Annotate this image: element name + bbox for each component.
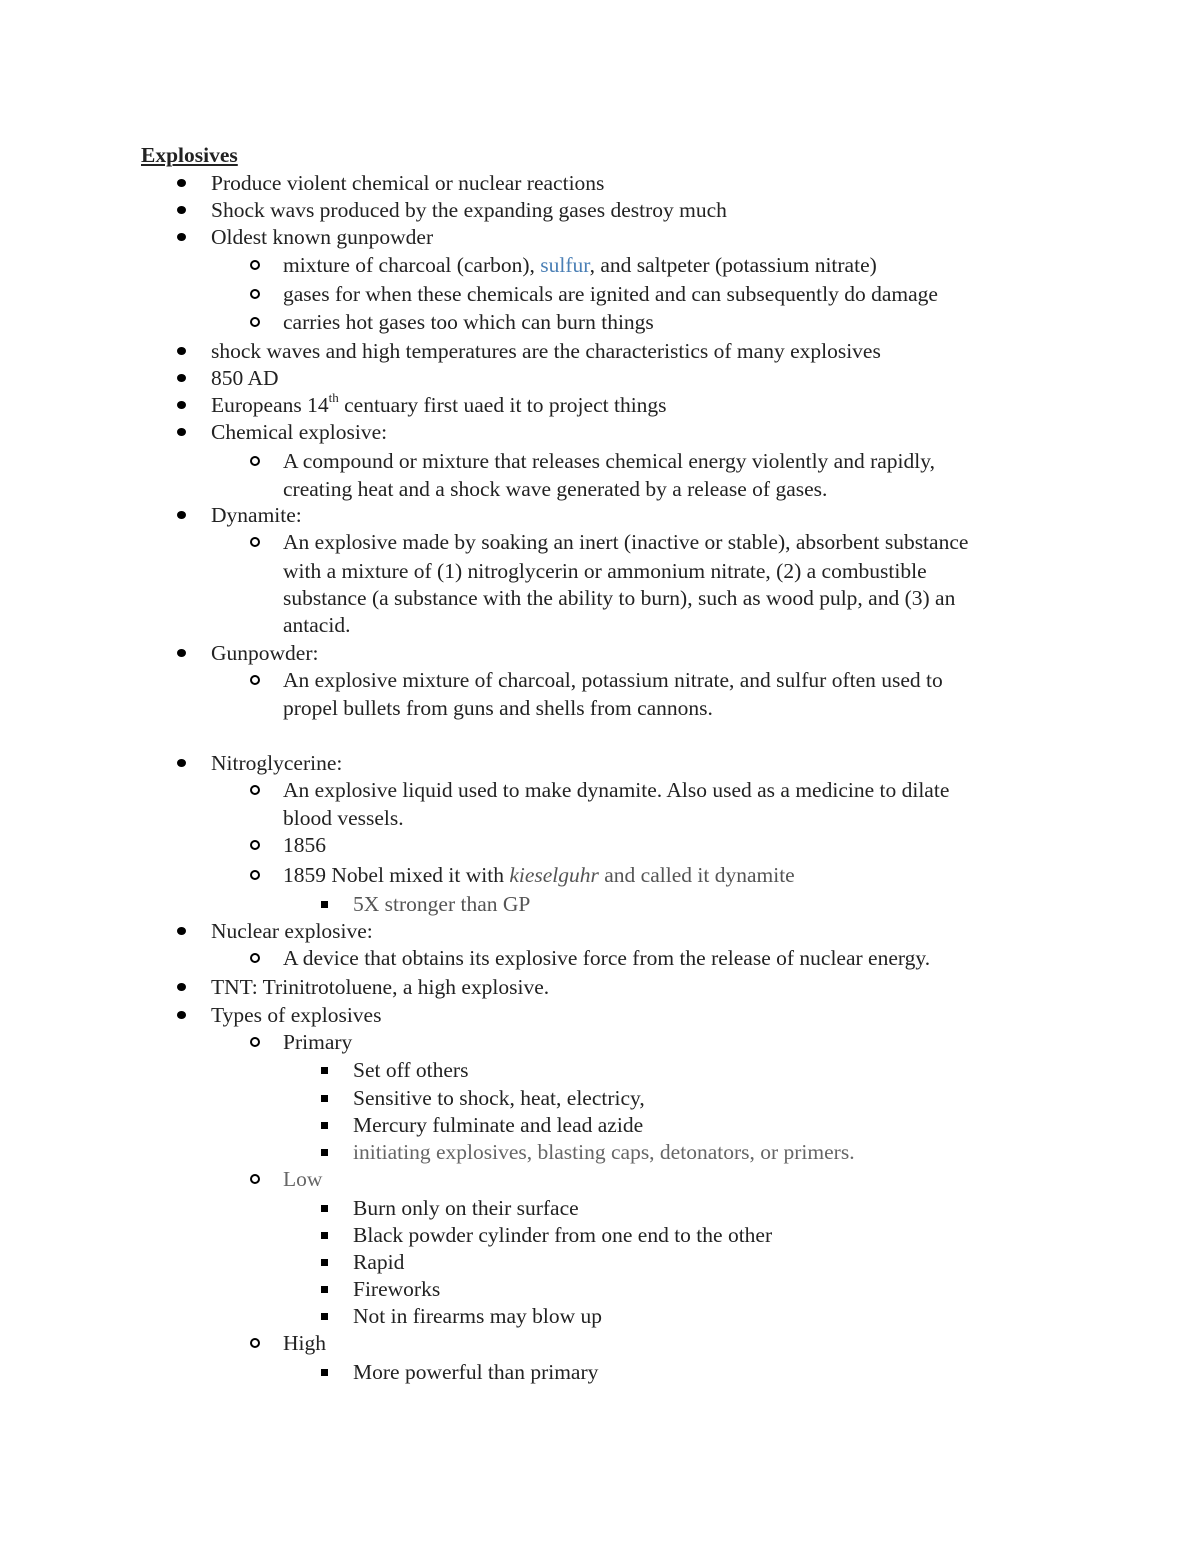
- list-item: An explosive liquid used to make dynamite. Also used as a medicine to dilate: [283, 778, 950, 802]
- circle-bullet-icon: [246, 528, 264, 556]
- list-item: Nuclear explosive:: [211, 919, 373, 943]
- square-bullet-icon: [315, 1138, 333, 1166]
- square-bullet-icon: [315, 1084, 333, 1112]
- list-item: High: [283, 1331, 326, 1355]
- list-item: Mercury fulminate and lead azide: [353, 1113, 644, 1137]
- circle-bullet-icon: [246, 308, 264, 336]
- disc-bullet-icon: [172, 169, 190, 197]
- list-item: An explosive made by soaking an inert (inactive or stable), absorbent substance: [283, 530, 969, 554]
- list-item: Set off others: [353, 1058, 469, 1082]
- list-item: Types of explosives: [211, 1003, 382, 1027]
- list-item: Sensitive to shock, heat, electricy,: [353, 1086, 645, 1110]
- square-bullet-icon: [315, 890, 333, 918]
- text-run: Europeans 14: [211, 393, 329, 417]
- circle-bullet-icon: [246, 280, 264, 308]
- text-run: and called it dynamite: [598, 863, 795, 887]
- circle-bullet-icon: [246, 861, 264, 889]
- list-item: Produce violent chemical or nuclear reactions: [211, 171, 605, 195]
- list-item: gases for when these chemicals are ignited and can subsequently do damage: [283, 282, 938, 306]
- list-item: [283, 861, 795, 889]
- square-bullet-icon: [315, 1056, 333, 1084]
- list-item: Oldest known gunpowder: [211, 225, 434, 249]
- circle-bullet-icon: [246, 831, 264, 859]
- list-item-continuation: propel bullets from guns and shells from cannons.: [283, 696, 713, 720]
- square-bullet-icon: [315, 1358, 333, 1386]
- disc-bullet-icon: [172, 917, 190, 945]
- list-item-continuation: with a mixture of (1) nitroglycerin or ammonium nitrate, (2) a combustible: [283, 559, 927, 583]
- list-item: An explosive mixture of charcoal, potassium nitrate, and sulfur often used to: [283, 668, 943, 692]
- list-item: Nitroglycerine:: [211, 751, 343, 775]
- list-item: shock waves and high temperatures are the characteristics of many explosives: [211, 339, 881, 363]
- disc-bullet-icon: [172, 501, 190, 529]
- disc-bullet-icon: [172, 337, 190, 365]
- list-item: Primary: [283, 1030, 353, 1054]
- list-item: Shock wavs produced by the expanding gases destroy much: [211, 198, 727, 222]
- list-item: More powerful than primary: [353, 1360, 599, 1384]
- disc-bullet-icon: [172, 391, 190, 419]
- superscript: th: [328, 389, 339, 405]
- circle-bullet-icon: [246, 1165, 264, 1193]
- square-bullet-icon: [315, 1302, 333, 1330]
- circle-bullet-icon: [246, 447, 264, 475]
- disc-bullet-icon: [172, 418, 190, 446]
- disc-bullet-icon: [172, 196, 190, 224]
- disc-bullet-icon: [172, 639, 190, 667]
- circle-bullet-icon: [246, 1329, 264, 1357]
- list-item: A device that obtains its explosive force from the release of nuclear energy.: [283, 946, 931, 970]
- text-run: 1859 Nobel mixed it with: [283, 863, 510, 887]
- list-item: Not in firearms may blow up: [353, 1304, 602, 1328]
- list-item: A compound or mixture that releases chemical energy violently and rapidly,: [283, 449, 935, 473]
- disc-bullet-icon: [172, 749, 190, 777]
- document-title: Explosives: [141, 143, 238, 167]
- square-bullet-icon: [315, 1221, 333, 1249]
- list-item: TNT: Trinitrotoluene, a high explosive.: [211, 975, 550, 999]
- list-item: carries hot gases too which can burn things: [283, 310, 654, 334]
- italic-term: kieselguhr: [509, 863, 599, 887]
- text-run: , and saltpeter (potassium nitrate): [589, 253, 877, 277]
- list-item: [283, 251, 877, 279]
- list-item: Black powder cylinder from one end to the other: [353, 1223, 773, 1247]
- list-item: Low: [283, 1167, 323, 1191]
- circle-bullet-icon: [246, 666, 264, 694]
- list-item: initiating explosives, blasting caps, detonators, or primers.: [353, 1140, 855, 1164]
- list-item: Dynamite:: [211, 503, 302, 527]
- list-item: Burn only on their surface: [353, 1196, 579, 1220]
- list-item: Gunpowder:: [211, 641, 319, 665]
- list-item-continuation: blood vessels.: [283, 806, 404, 830]
- list-item: Chemical explosive:: [211, 420, 388, 444]
- disc-bullet-icon: [172, 1001, 190, 1029]
- square-bullet-icon: [315, 1111, 333, 1139]
- disc-bullet-icon: [172, 973, 190, 1001]
- circle-bullet-icon: [246, 944, 264, 972]
- disc-bullet-icon: [172, 223, 190, 251]
- square-bullet-icon: [315, 1194, 333, 1222]
- sulfur-link[interactable]: sulfur: [540, 253, 590, 277]
- list-item: 1856: [283, 833, 326, 857]
- list-item-continuation: creating heat and a shock wave generated by a release of gases.: [283, 477, 828, 501]
- text-run: centuary first uaed it to project things: [338, 393, 667, 417]
- list-item-continuation: substance (a substance with the ability to burn), such as wood pulp, and (3) an: [283, 586, 956, 610]
- disc-bullet-icon: [172, 364, 190, 392]
- list-item: Rapid: [353, 1250, 405, 1274]
- list-item: 850 AD: [211, 366, 279, 390]
- list-item: Fireworks: [353, 1277, 441, 1301]
- square-bullet-icon: [315, 1248, 333, 1276]
- text-run: mixture of charcoal (carbon),: [283, 253, 541, 277]
- circle-bullet-icon: [246, 1028, 264, 1056]
- circle-bullet-icon: [246, 776, 264, 804]
- square-bullet-icon: [315, 1275, 333, 1303]
- list-item: [211, 391, 667, 419]
- list-item: 5X stronger than GP: [353, 892, 531, 916]
- list-item-continuation: antacid.: [283, 613, 351, 637]
- circle-bullet-icon: [246, 251, 264, 279]
